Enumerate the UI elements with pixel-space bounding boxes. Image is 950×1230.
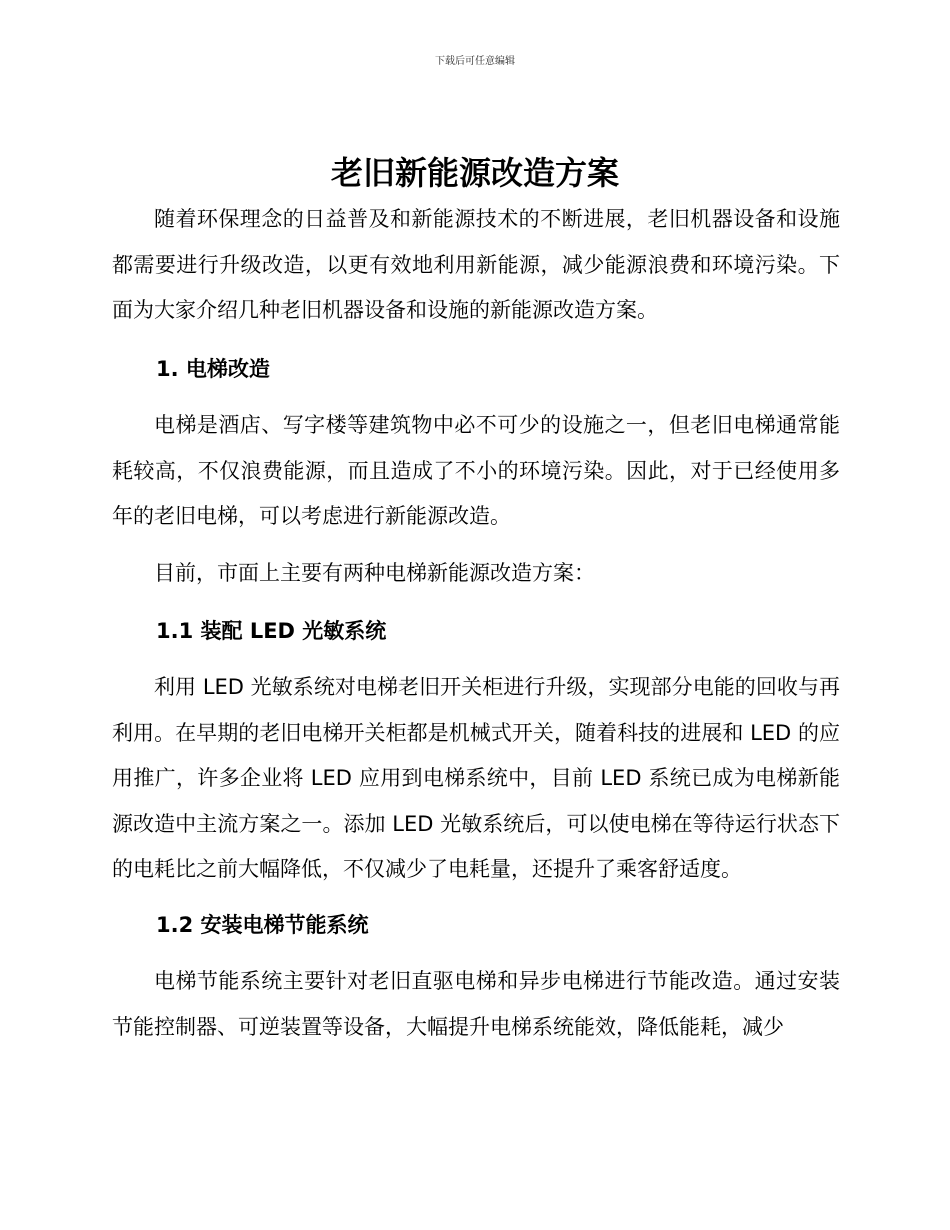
section-heading-elevator: 1. 电梯改造 <box>156 357 270 381</box>
elevator-paragraph: 电梯是酒店、写字楼等建筑物中必不可少的设施之一，但老旧电梯通常能耗较高，不仅浪费能源，而且造成了不小的环境污染。因此，对于已经使用多年的老旧电梯，可以考虑进行新能源改造。 <box>112 413 840 528</box>
section-heading-led: 1.1 装配 LED 光敏系统 <box>156 619 387 643</box>
header-note: 下载后可任意编辑 <box>435 56 515 67</box>
section-heading-energy-saving: 1.2 安装电梯节能系统 <box>156 913 369 937</box>
intro-paragraph: 随着环保理念的日益普及和新能源技术的不断进展，老旧机器设备和设施都需要进行升级改造，以更有效地利用新能源，减少能源浪费和环境污染。下面为大家介绍几种老旧机器设备和设施的新能源改造方案。 <box>112 207 840 322</box>
led-paragraph: 利用 LED 光敏系统对电梯老旧开关柜进行升级，实现部分电能的回收与再利用。在早期的老旧电梯开关柜都是机械式开关，随着科技的进展和 LED 的应用推广，许多企业将 LED 应用到电梯系统中，目前 LED 系统已成为电梯新能源改造中主流方案之一。添加 LED 光敏系统后，可以使电梯在等待运行状态下的电耗比之前大幅降低，不仅减少了电耗量，还提升了乘客舒适度。 <box>112 675 840 881</box>
energy-saving-paragraph: 电梯节能系统主要针对老旧直驱电梯和异步电梯进行节能改造。通过安装节能控制器、可逆装置等设备，大幅提升电梯系统能效，降低能耗，减少 <box>112 969 840 1039</box>
elevator-options-paragraph: 目前，市面上主要有两种电梯新能源改造方案： <box>154 561 595 585</box>
document-title: 老旧新能源改造方案 <box>330 154 619 192</box>
